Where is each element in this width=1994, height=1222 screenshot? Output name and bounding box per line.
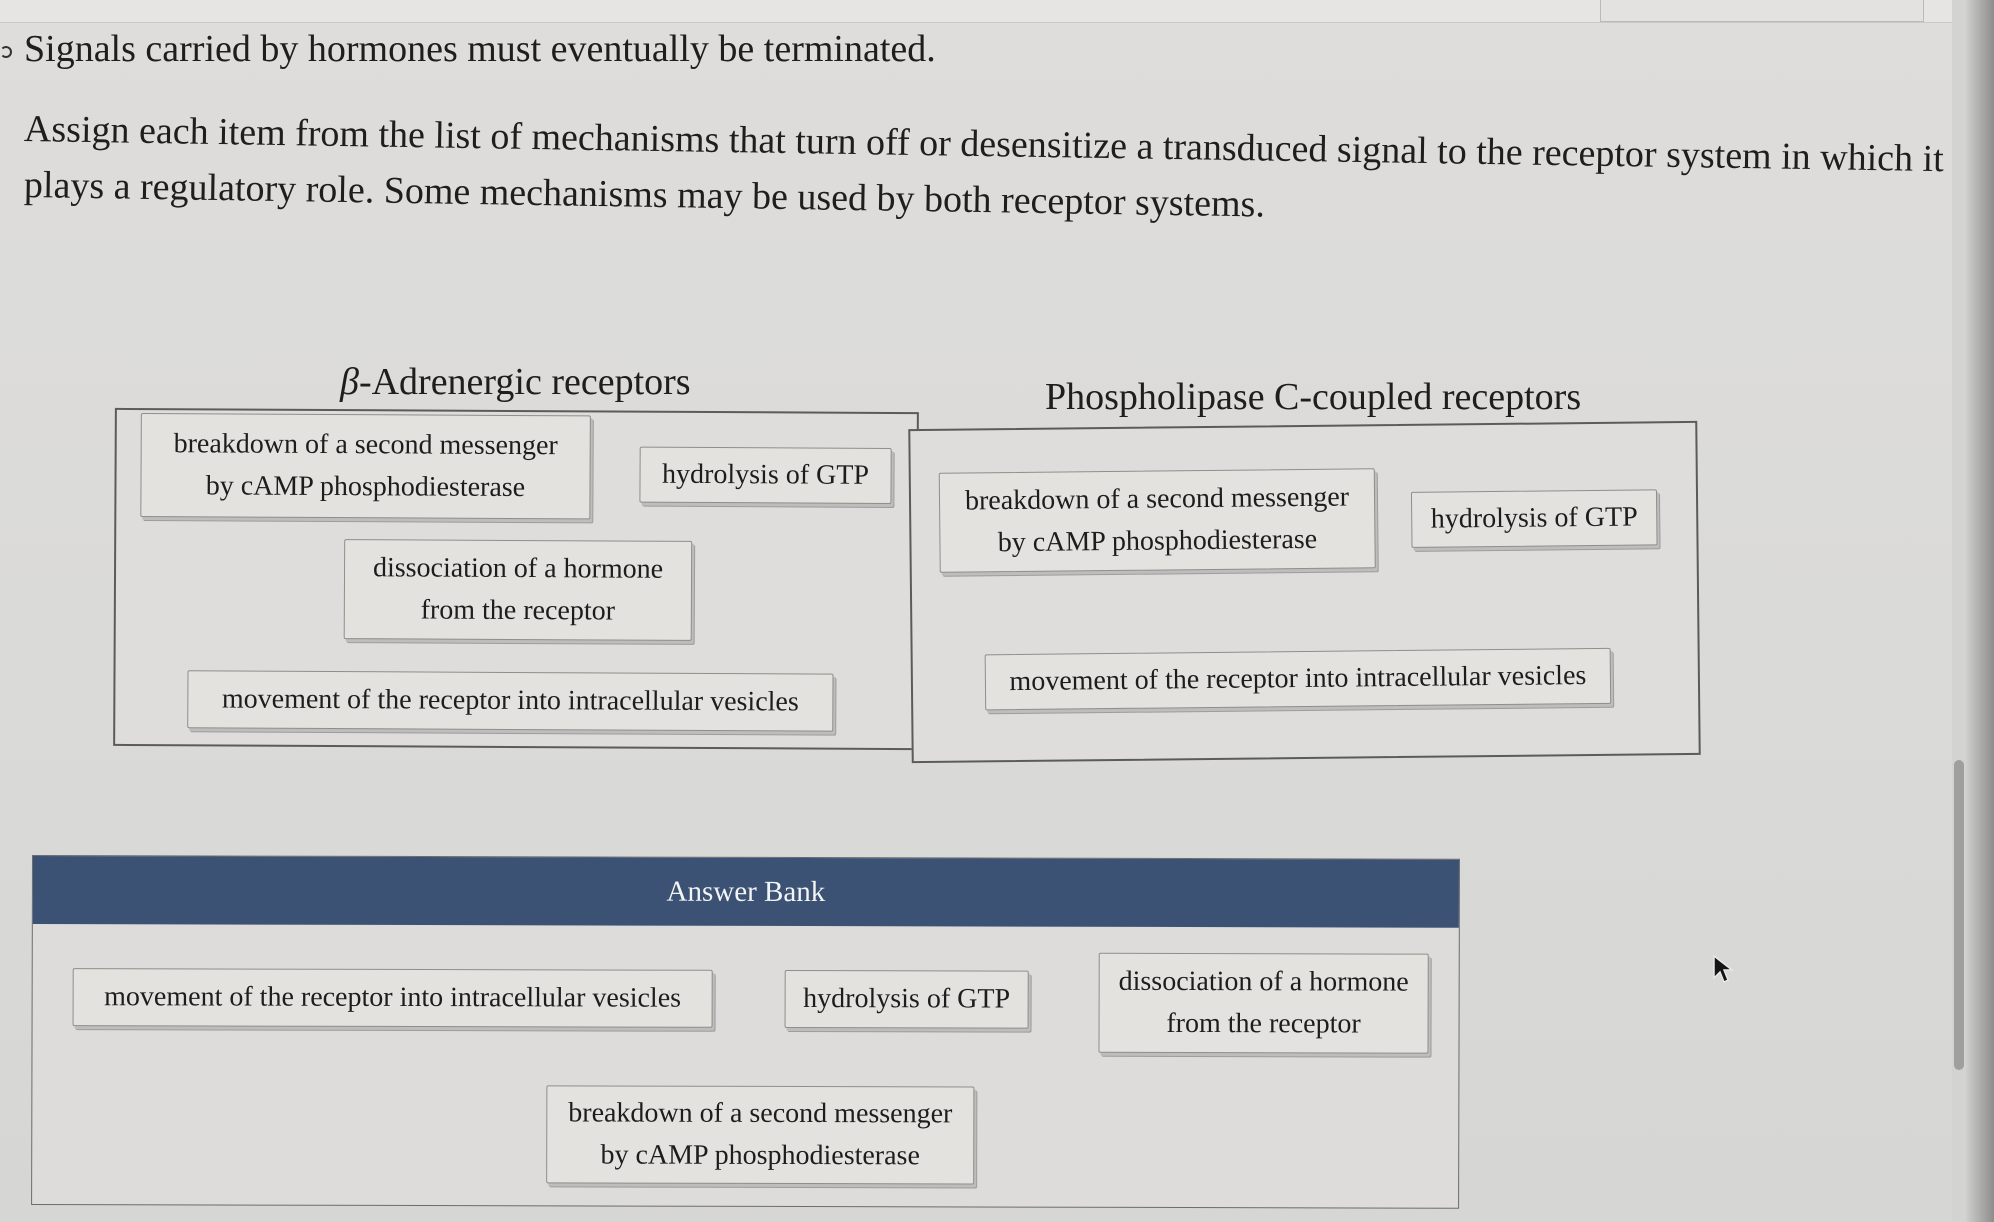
beta-chip-receptor-internalization[interactable]	[187, 670, 833, 731]
chip-line2: from the receptor	[420, 594, 616, 627]
plc-chip-receptor-internalization[interactable]	[985, 648, 1612, 711]
chip-line1: hydrolysis of GTP	[1430, 501, 1638, 535]
chip-line2: by cAMP phosphodiesterase	[205, 470, 526, 504]
beta-symbol: β	[340, 361, 359, 403]
top-toolbar-box[interactable]	[1600, 0, 1924, 22]
screen-edge	[1966, 0, 1994, 1222]
chip-line2: from the receptor	[1166, 1007, 1361, 1040]
bank-chip-breakdown-second-messenger[interactable]	[546, 1085, 974, 1184]
question-intro: Signals carried by hormones must eventually be terminated.	[24, 28, 936, 70]
beta-adrenergic-drop-zone[interactable]	[113, 408, 919, 750]
plc-chip-breakdown-second-messenger[interactable]	[939, 468, 1376, 573]
beta-chip-dissociation-hormone[interactable]	[344, 539, 693, 641]
chip-line1: movement of the receptor into intracellular vesicles	[104, 981, 682, 1014]
plc-bin-title: Phospholipase C-coupled receptors	[1045, 376, 1582, 418]
chip-line1: movement of the receptor into intracellular vesicles	[221, 683, 799, 718]
beta-chip-breakdown-second-messenger[interactable]	[140, 413, 591, 519]
mouse-pointer-icon	[1712, 954, 1734, 984]
chip-line1: breakdown of a second messenger	[964, 481, 1350, 517]
chip-line1: hydrolysis of GTP	[803, 983, 1011, 1015]
beta-adrenergic-bin-title	[340, 360, 691, 404]
chip-line2: by cAMP phosphodiesterase	[600, 1139, 920, 1172]
answer-bank-header: Answer Bank	[33, 856, 1459, 928]
plc-chip-hydrolysis-gtp[interactable]	[1411, 489, 1658, 548]
answer-bank[interactable]	[31, 855, 1460, 1209]
chip-line1: dissociation of a hormone	[372, 552, 664, 585]
bullet-icon	[0, 46, 12, 58]
question-instruction-line1: Assign each item from the list of mechanisms that turn off or desensitize a transduced signal to the receptor system in which it	[23, 108, 1945, 181]
beta-title-text: -Adrenergic receptors	[358, 361, 691, 403]
chip-line2: by cAMP phosphodiesterase	[997, 523, 1318, 559]
beta-chip-hydrolysis-gtp[interactable]	[639, 447, 891, 504]
chip-line1: hydrolysis of GTP	[662, 458, 870, 491]
bank-chip-dissociation-hormone[interactable]	[1098, 953, 1428, 1054]
bank-chip-receptor-internalization[interactable]	[73, 968, 713, 1028]
chip-line1: dissociation of a hormone	[1118, 965, 1409, 998]
scrollbar-thumb[interactable]	[1954, 760, 1964, 1070]
chip-line1: breakdown of a second messenger	[568, 1097, 953, 1130]
question-instruction-line2: plays a regulatory role. Some mechanisms may be used by both receptor systems.	[23, 164, 1266, 226]
bank-chip-hydrolysis-gtp[interactable]	[785, 970, 1029, 1029]
chip-line1: breakdown of a second messenger	[173, 428, 558, 462]
plc-drop-zone[interactable]	[908, 421, 1700, 763]
chip-line1: movement of the receptor into intracellular vesicles	[1009, 660, 1587, 698]
